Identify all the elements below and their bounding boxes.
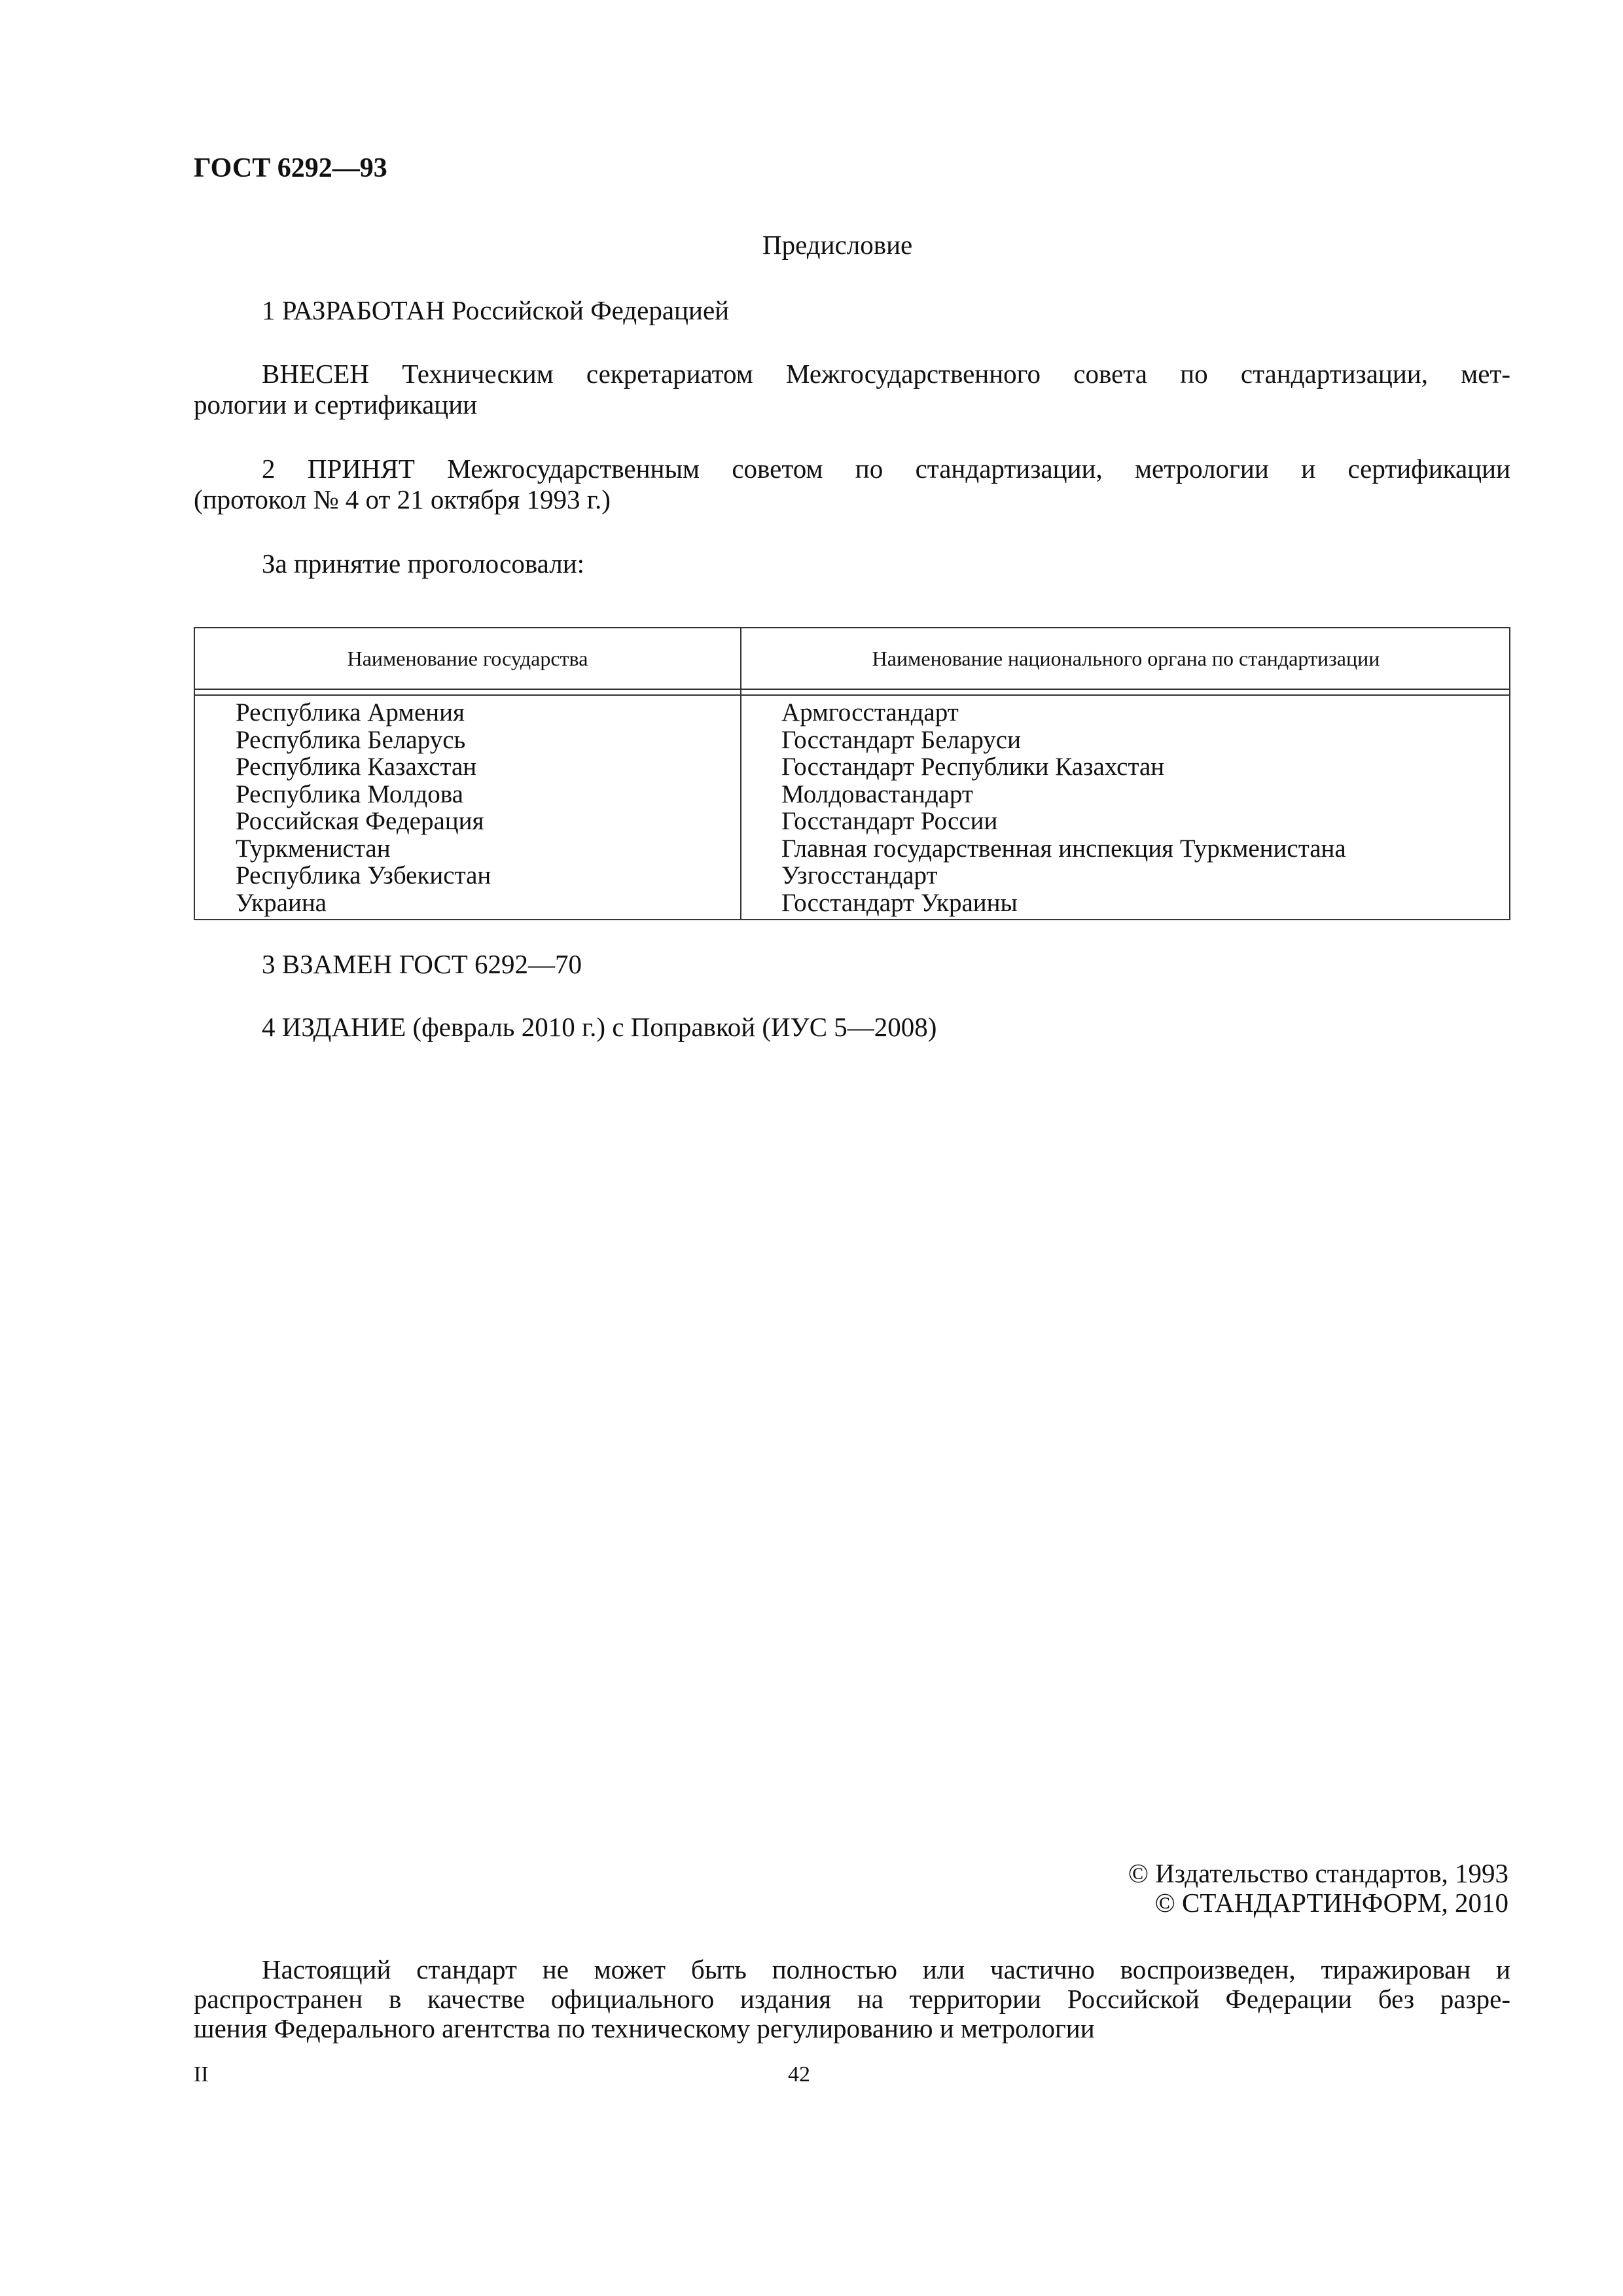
table-cell-state: Туркменистан (236, 834, 391, 863)
copyright-line-2: © СТАНДАРТИНФОРМ, 2010 (1154, 1888, 1508, 1918)
table-header-rule (195, 689, 1509, 690)
page-number: 42 (788, 2062, 810, 2087)
table-cell-state: Российская Федерация (236, 807, 484, 835)
item-4-edition: 4 ИЗДАНИЕ (февраль 2010 г.) с Поправкой (ИУС 5—2008) (262, 1012, 937, 1042)
item-1-developed: 1 РАЗРАБОТАН Российской Федерацией (262, 295, 730, 325)
table-header-rule-double (195, 694, 1509, 696)
table-header-state: Наименование государства (347, 647, 588, 670)
table-column-bodies (781, 699, 1346, 916)
table-cell-body: Госстандарт Республики Казахстан (781, 753, 1165, 781)
roman-page-number: II (194, 2062, 209, 2087)
introduced-line-2: рологии и сертификации (194, 389, 478, 420)
document-title: ГОСТ 6292—93 (194, 153, 387, 183)
table-header-body: Наименование национального органа по стандартизации (872, 647, 1380, 670)
item-3-replaces: 3 ВЗАМЕН ГОСТ 6292—70 (262, 949, 582, 979)
introduced-line-1: ВНЕСЕН Техническим секретариатом Межгосударственного совета по стандартизации, мет- (262, 359, 1510, 389)
table-cell-body: Узгосстандарт (781, 861, 938, 889)
table-cell-state: Республика Молдова (236, 780, 463, 808)
table-cell-body: Главная государственная инспекция Туркменистана (781, 834, 1346, 863)
table-cell-state: Республика Казахстан (236, 753, 477, 781)
preface-heading: Предисловие (762, 230, 913, 260)
notice-line-1: Настоящий стандарт не может быть полностью или частично воспроизведен, тиражирован и (262, 1954, 1510, 1984)
table-cell-state: Украина (236, 888, 327, 917)
table-cell-body: Госстандарт Беларуси (781, 725, 1021, 754)
item-2-line-1: 2 ПРИНЯТ Межгосударственным советом по стандартизации, метрологии и сертификации (262, 454, 1510, 484)
table-cell-body: Армгосстандарт (781, 698, 959, 726)
voted-label: За принятие проголосовали: (262, 548, 585, 579)
table-cell-state: Республика Беларусь (236, 725, 466, 754)
table-cell-state: Республика Армения (236, 698, 465, 726)
table-column-states (236, 699, 491, 916)
notice-line-2: распространен в качестве официального издания на территории Российской Федерации без разре- (194, 1984, 1510, 2014)
voting-table (194, 627, 1510, 920)
table-cell-state: Республика Узбекистан (236, 861, 491, 889)
notice-line-3: шения Федерального агентства по техническому регулированию и метрологии (194, 2013, 1095, 2043)
item-2-line-2: (протокол № 4 от 21 октября 1993 г.) (194, 484, 611, 514)
table-cell-body: Госстандарт России (781, 807, 998, 835)
table-cell-body: Молдовастандарт (781, 780, 973, 808)
table-cell-body: Госстандарт Украины (781, 888, 1018, 917)
copyright-line-1: © Издательство стандартов, 1993 (1128, 1858, 1508, 1888)
